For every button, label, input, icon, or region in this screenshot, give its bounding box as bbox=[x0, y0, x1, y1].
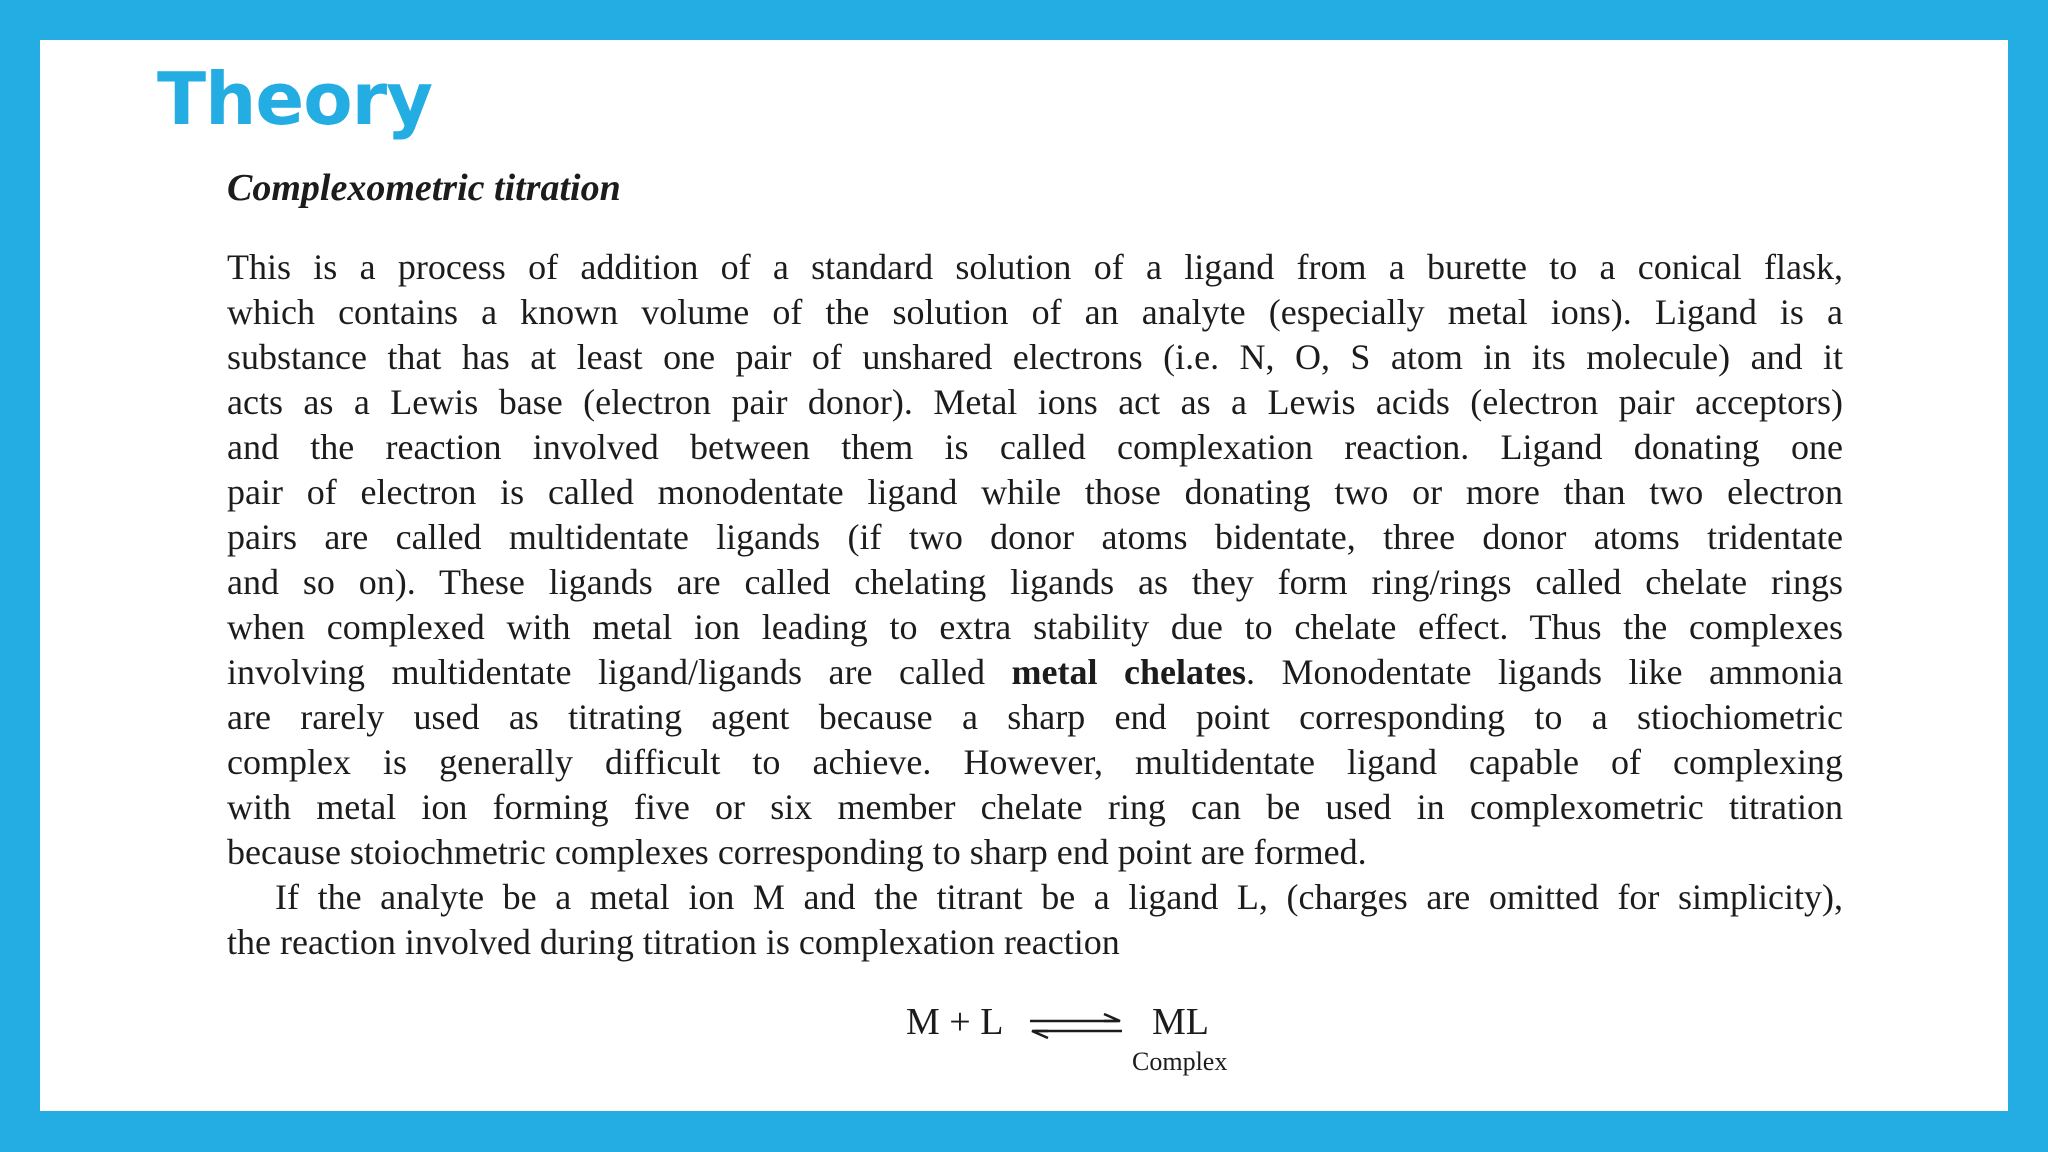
text-line: complex is generally difficult to achieve. However, multidentate ligand capable of complexing bbox=[227, 742, 1843, 782]
equilibrium-arrows-icon bbox=[1028, 1012, 1124, 1040]
text-line: pairs are called multidentate ligands (if two donor atoms bidentate, three donor atoms tridentate bbox=[227, 517, 1843, 557]
text-line: This is a process of addition of a standard solution of a ligand from a burette to a conical flask, bbox=[227, 247, 1843, 287]
bold-term-metal-chelates: metal chelates bbox=[1011, 652, 1246, 692]
text-line: acts as a Lewis base (electron pair donor). Metal ions act as a Lewis acids (electron pair acceptors) bbox=[227, 382, 1843, 422]
body-text bbox=[227, 245, 1843, 965]
text-line: and the reaction involved between them is called complexation reaction. Ligand donating one bbox=[227, 427, 1843, 467]
text-line: substance that has at least one pair of unshared electrons (i.e. N, O, S atom in its molecule) and it bbox=[227, 337, 1843, 377]
text-line: and so on). These ligands are called chelating ligands as they form ring/rings called chelate rings bbox=[227, 562, 1843, 602]
text-line: the reaction involved during titration is complexation reaction bbox=[227, 922, 1120, 962]
text-line: when complexed with metal ion leading to extra stability due to chelate effect. Thus the complexes bbox=[227, 607, 1843, 647]
equation-product-label: Complex bbox=[1132, 1047, 1228, 1076]
text-line: pair of electron is called monodentate ligand while those donating two or more than two electron bbox=[227, 472, 1843, 512]
reaction-equation bbox=[906, 1002, 1266, 1102]
text-segment: involving multidentate ligand/ligands are called bbox=[227, 652, 1012, 692]
text-segment: . Monodentate ligands like ammonia bbox=[1245, 652, 1843, 692]
text-line: which contains a known volume of the solution of an analyte (especially metal ions). Ligand is a bbox=[227, 292, 1843, 332]
text-line: are rarely used as titrating agent because a sharp end point corresponding to a stiochiometric bbox=[227, 697, 1843, 737]
section-heading: Complexometric titration bbox=[227, 167, 621, 209]
text-line: because stoiochmetric complexes corresponding to sharp end point are formed. bbox=[227, 832, 1367, 872]
equation-reactants: M + L bbox=[906, 1001, 1004, 1043]
text-line: with metal ion forming five or six member chelate ring can be used in complexometric titration bbox=[227, 787, 1843, 827]
content-panel bbox=[40, 40, 2008, 1111]
equation-product: ML bbox=[1152, 1001, 1209, 1043]
text-line: If the analyte be a metal ion M and the titrant be a ligand L, (charges are omitted for simplicity), bbox=[275, 877, 1843, 917]
slide-title: Theory bbox=[157, 57, 433, 141]
text-line-with-bold bbox=[227, 650, 1843, 695]
